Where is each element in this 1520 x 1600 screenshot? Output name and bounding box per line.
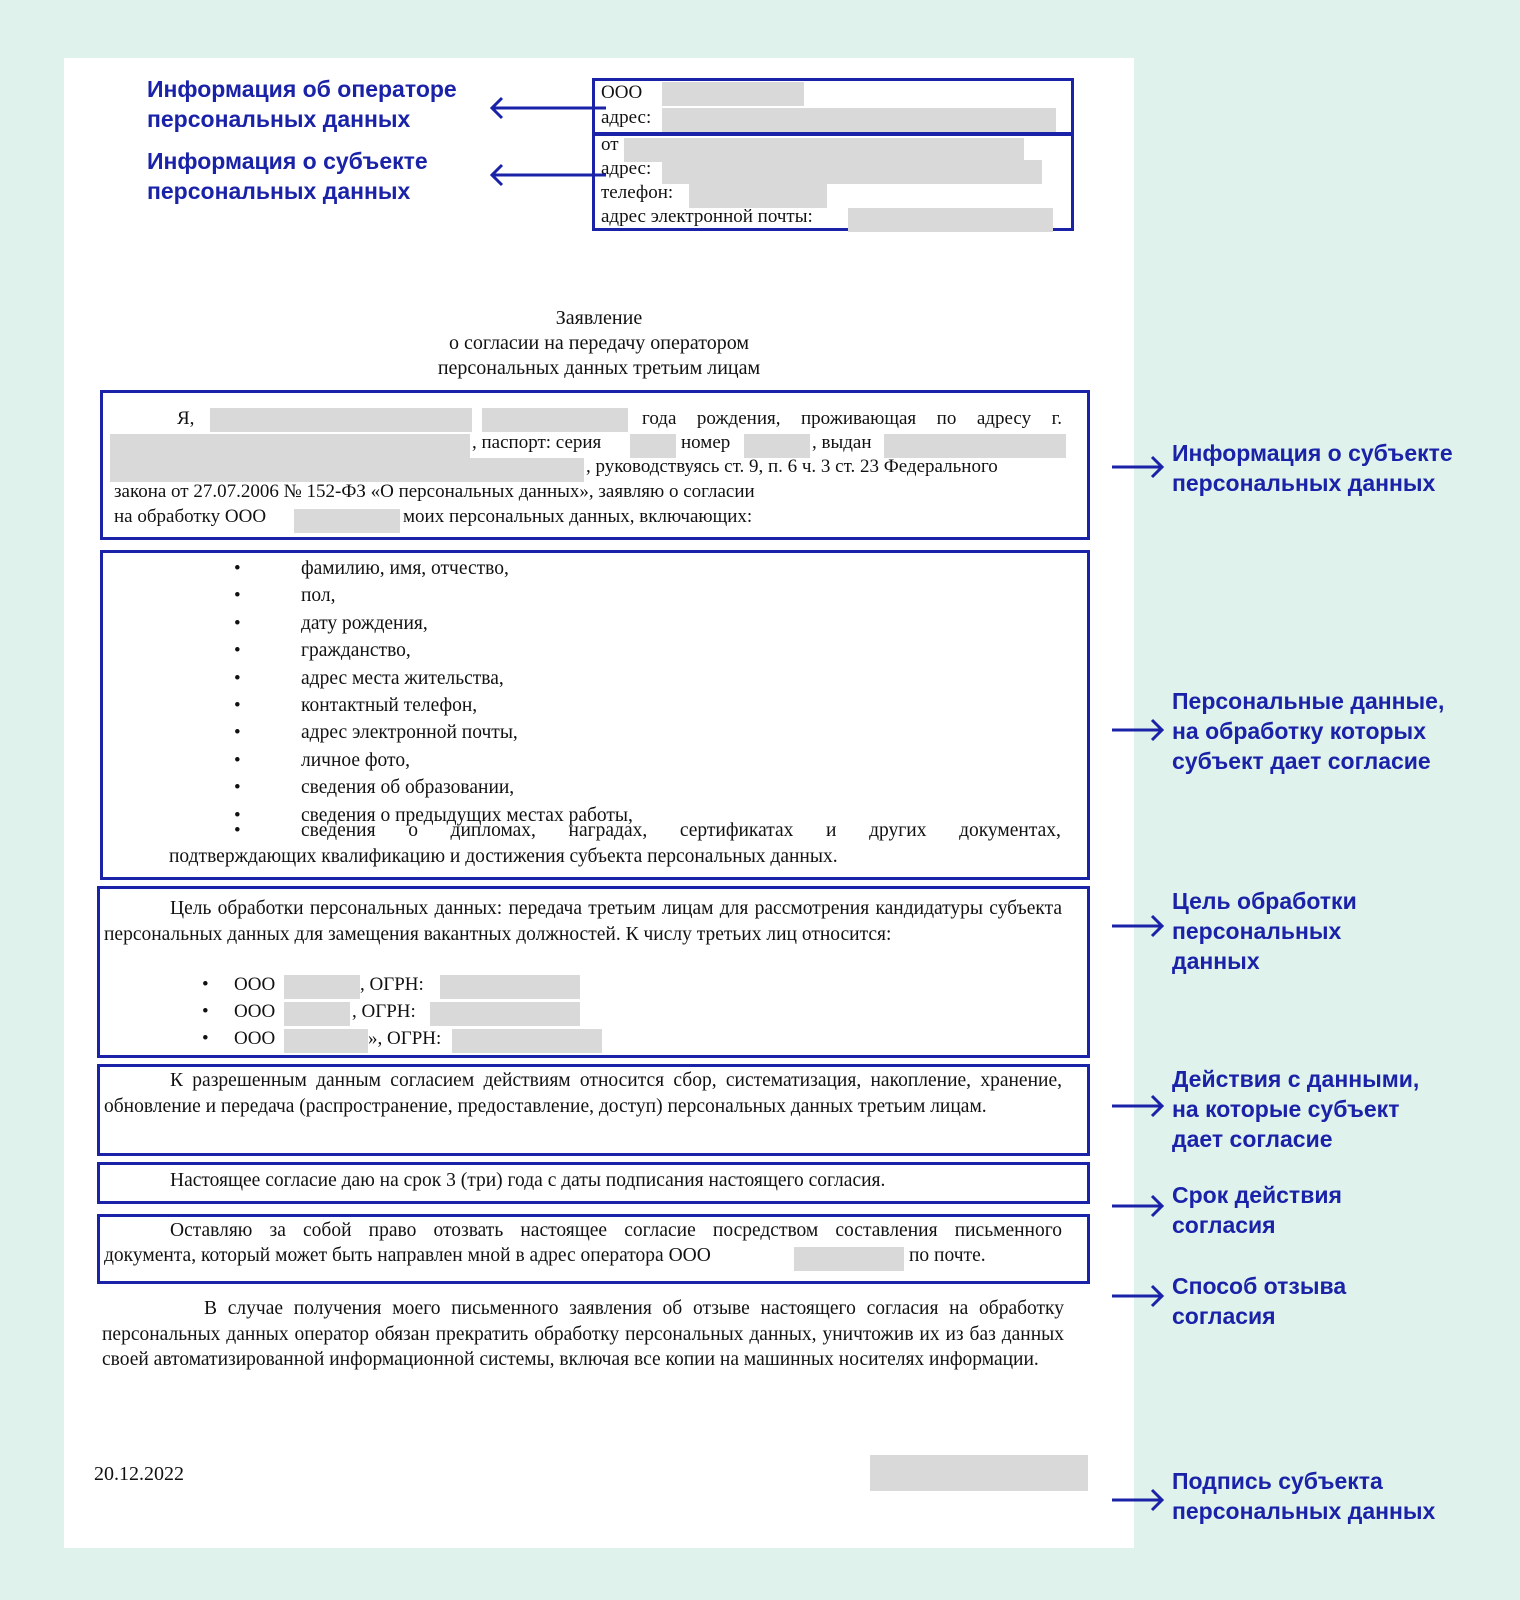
bullet: •	[234, 640, 241, 662]
withdrawal-line1: Оставляю за собой право отозвать настоящее согласие посредством составления письменного	[170, 1220, 1062, 1241]
operator-address-label: адрес:	[601, 107, 652, 128]
redacted-operator-name	[662, 82, 804, 106]
redacted-full-name	[210, 408, 472, 432]
data-item: адрес места жительства,	[301, 667, 504, 689]
arrow-right-icon	[1110, 914, 1166, 938]
term-text: Настоящее согласие даю на срок 3 (три) года с даты подписания настоящего согласия.	[170, 1170, 886, 1191]
bullet: •	[234, 749, 241, 771]
arrow-right-icon	[1110, 1284, 1166, 1308]
data-item-last-line2: подтверждающих квалификацию и достижения субъекта персональных данных.	[169, 846, 838, 867]
third-party-1-prefix: ООО	[234, 974, 276, 995]
statement-line5b: моих персональных данных, включающих:	[403, 506, 753, 527]
from-label: от	[601, 134, 619, 155]
document-date: 20.12.2022	[94, 1463, 184, 1485]
data-item: личное фото,	[301, 749, 410, 771]
purpose-text: Цель обработки персональных данных: передача третьим лицам для рассмотрения кандидатуры субъекта персональных данных для замещения вакантных должностей. К числу третьих лиц относится:	[104, 898, 1062, 945]
redacted-passport-series	[630, 434, 676, 458]
bullet: •	[234, 777, 241, 799]
bullet: •	[234, 804, 241, 826]
bullet: •	[234, 612, 241, 634]
operator-org-label: ООО	[601, 82, 643, 103]
doc-title: Заявление	[555, 307, 643, 329]
data-item: пол,	[301, 585, 336, 607]
redacted-issued-by-2	[110, 458, 584, 482]
bullet: •	[202, 1028, 209, 1049]
bullet: •	[202, 974, 209, 995]
doc-subtitle-1: о согласии на передачу оператором	[449, 332, 749, 354]
data-item: гражданство,	[301, 640, 411, 662]
data-item-last-word: других	[869, 820, 927, 841]
phone-label: телефон:	[601, 182, 674, 203]
redacted-phone	[689, 184, 827, 208]
note-signature: Подпись субъекта персональных данных	[1172, 1468, 1436, 1524]
data-item-last-word: и	[826, 820, 837, 841]
redacted-org-3	[284, 1029, 368, 1053]
redacted-birth-date	[482, 408, 628, 432]
withdrawal-line2b: по почте.	[909, 1245, 986, 1266]
bullet: •	[234, 722, 241, 744]
note-term: Срок действия согласия	[1172, 1182, 1342, 1238]
arrow-right-icon	[1110, 1094, 1166, 1118]
statement-law: , руководствуясь ст. 9, п. 6 ч. 3 ст. 23 Федерального	[586, 456, 998, 477]
data-item: контактный телефон,	[301, 695, 478, 716]
document-page	[64, 58, 1134, 1548]
data-item-last-word: дипломах,	[450, 820, 536, 841]
data-item-last-word: документах,	[959, 820, 1061, 841]
note-subject-info-top: Информация о субъекте персональных данных	[147, 148, 428, 204]
note-subject-info-right: Информация о субъекте персональных данных	[1172, 440, 1453, 496]
third-party-3-prefix: ООО	[234, 1028, 276, 1049]
statement-birth: года рождения, проживающая по адресу г.	[642, 408, 1062, 429]
note-personal-data: Персональные данные, на обработку которых субъект дает согласие	[1172, 688, 1445, 774]
redacted-signature	[870, 1455, 1088, 1491]
note-operator-info: Информация об операторе персональных данных	[147, 76, 457, 132]
redacted-ogrn-3	[452, 1029, 602, 1053]
bullet: •	[234, 667, 241, 689]
third-party-2-prefix: ООО	[234, 1001, 276, 1022]
withdrawal-line2a: документа, который может быть направлен мной в адрес оператора ООО	[104, 1245, 711, 1266]
data-item-last-word: сведения	[301, 820, 376, 841]
data-item-last-word: сертификатах	[679, 820, 794, 841]
redacted-issued-by	[884, 434, 1066, 458]
statement-passport: , паспорт: серия	[472, 432, 602, 453]
statement-number: номер	[681, 432, 731, 453]
data-item-last-word: о	[408, 820, 418, 841]
statement-line5a: на обработку ООО	[114, 506, 267, 527]
arrow-right-icon	[1110, 1194, 1166, 1218]
redacted-operator-name-3	[794, 1247, 904, 1271]
redacted-ogrn-1	[440, 975, 580, 999]
data-item: фамилию, имя, отчество,	[301, 558, 509, 579]
data-item: дату рождения,	[301, 612, 428, 634]
arrow-right-icon	[1110, 455, 1166, 479]
redacted-residence	[110, 434, 470, 458]
statement-ya: Я,	[177, 408, 195, 429]
actions-text: К разрешенным данным согласием действиям относится сбор, систематизация, накопление, хранение, обновление и передача (распространение, предоставление, доступ) персональных данных третьим лицам.	[104, 1070, 1062, 1117]
final-text: В случае получения моего письменного заявления об отзыве настоящего согласия на обработку персональных данных оператор обязан прекратить обработку персональных данных, уничтожив их из баз данных своей автоматизированной информационной системы, включая все копии на машинных носителях информации.	[102, 1298, 1064, 1370]
statement-issued: , выдан	[812, 432, 872, 453]
data-item: сведения об образовании,	[301, 777, 515, 799]
data-item-last-word: наградах,	[568, 820, 648, 841]
redacted-subject-address	[662, 160, 1042, 184]
bullet: •	[234, 558, 241, 579]
bullet: •	[234, 695, 241, 716]
data-item: сведения о предыдущих местах работы,	[301, 804, 633, 826]
third-party-3-ogrn: », ОГРН:	[368, 1028, 442, 1049]
redacted-ogrn-2	[430, 1002, 580, 1026]
arrow-right-icon	[1110, 718, 1166, 742]
arrow-left-icon	[488, 163, 608, 187]
arrow-left-icon	[488, 96, 608, 120]
bullet: •	[202, 1001, 209, 1022]
redacted-operator-address	[662, 108, 1056, 132]
subject-address-label: адрес:	[601, 158, 652, 179]
third-party-2-ogrn: , ОГРН:	[352, 1001, 416, 1022]
note-withdrawal: Способ отзыва согласия	[1172, 1273, 1347, 1329]
email-label: адрес электронной почты:	[601, 206, 813, 227]
doc-subtitle-2: персональных данных третьим лицам	[437, 357, 761, 379]
redacted-subject-name	[624, 138, 1024, 162]
data-item-last-line1	[301, 820, 1061, 842]
note-purpose: Цель обработки персональных данных	[1172, 888, 1357, 974]
redacted-passport-number	[744, 434, 810, 458]
data-item: адрес электронной почты,	[301, 722, 518, 744]
arrow-right-icon	[1110, 1488, 1166, 1512]
third-party-1-ogrn: , ОГРН:	[360, 974, 424, 995]
bullet: •	[234, 820, 241, 841]
redacted-operator-name-2	[294, 509, 400, 533]
redacted-org-2	[284, 1002, 350, 1026]
bullet: •	[234, 585, 241, 607]
note-actions: Действия с данными, на которые субъект дает согласие	[1172, 1066, 1420, 1152]
statement-line4: закона от 27.07.2006 № 152-ФЗ «О персональных данных», заявляю о согласии	[114, 481, 755, 502]
redacted-org-1	[284, 975, 360, 999]
redacted-email	[848, 208, 1053, 232]
